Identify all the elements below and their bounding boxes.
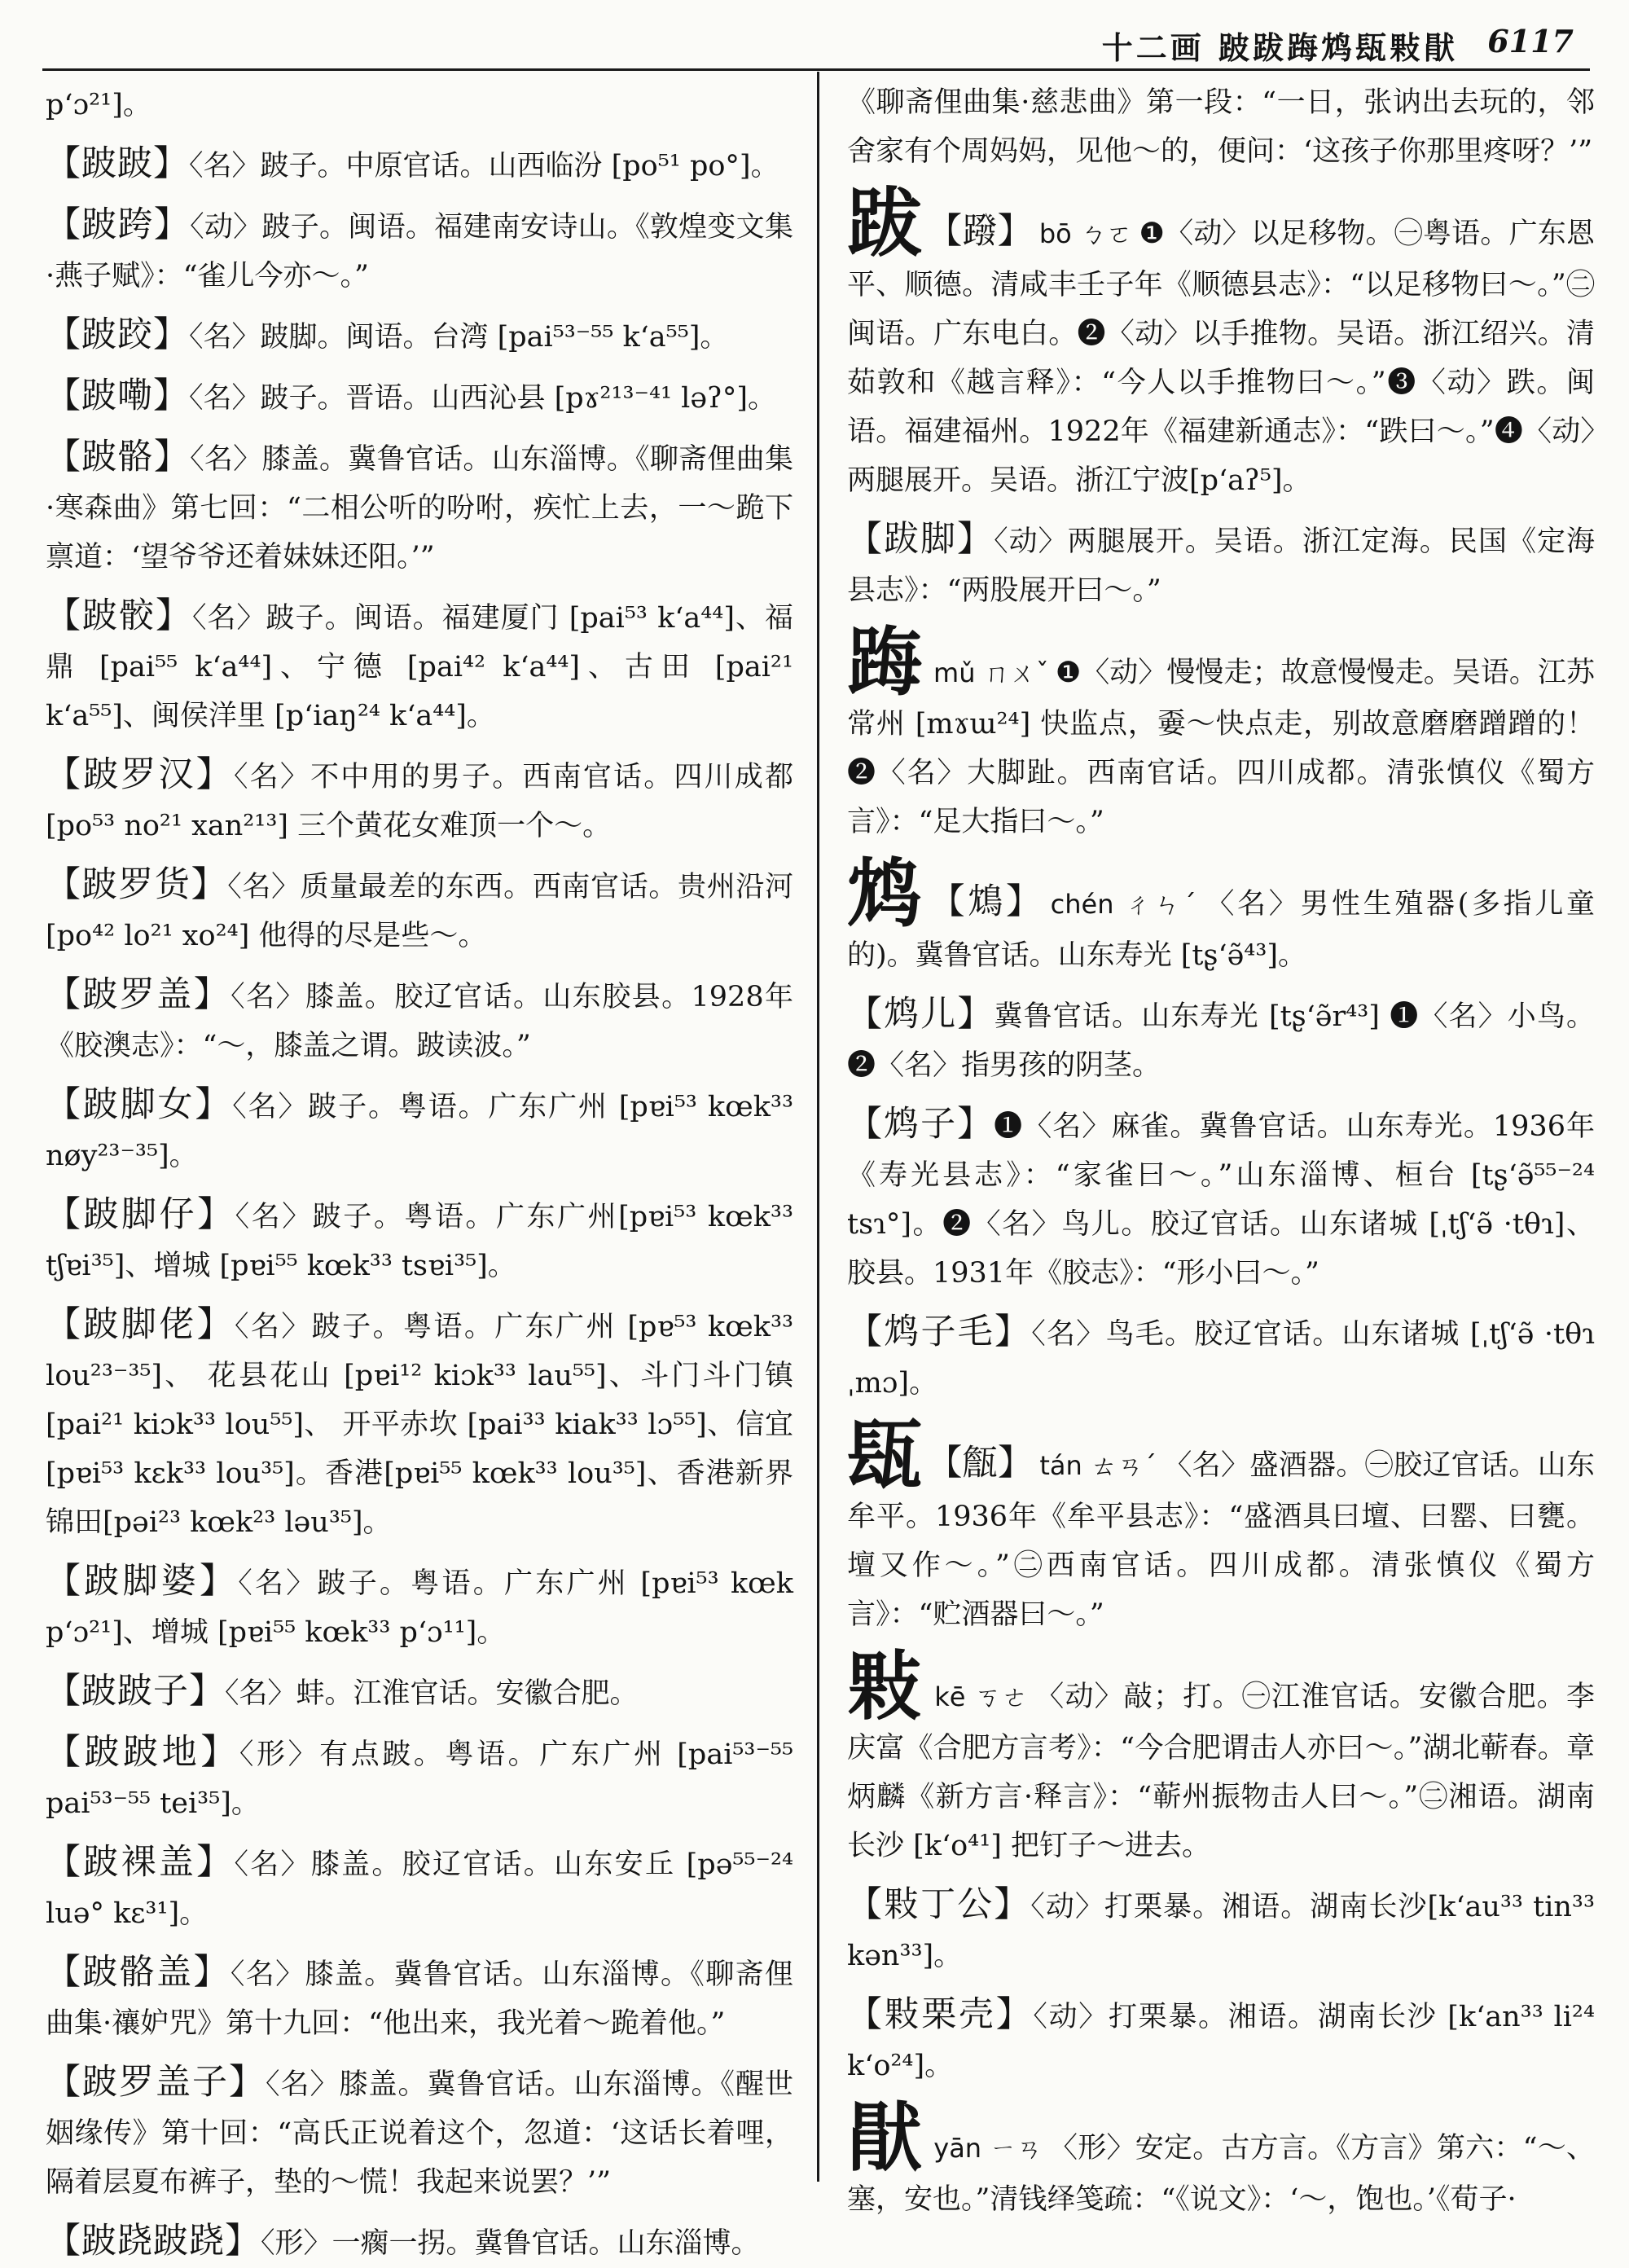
entry-headword: 【鸩儿】 <box>847 994 995 1035</box>
entry-headword: 【跛脚仔】 <box>46 1194 235 1235</box>
dictionary-entry <box>46 200 793 301</box>
character-entry <box>847 1642 1595 1870</box>
entry-headword: 【跛罗盖】 <box>46 974 231 1015</box>
right-column <box>847 78 1596 2216</box>
column-divider <box>817 72 819 2182</box>
entry-text: 〈名〉跛子。粤语。广东广州[pɐi⁵³ kœk³³ tʃɐi³⁵]、增城 [pɐi⁵⁵ kœk³³ tsɐi³⁵]。 <box>46 1201 793 1282</box>
page-number: 6117 <box>1487 23 1574 59</box>
character-entry <box>847 1411 1595 1639</box>
entry-character: 猒 <box>847 2094 923 2182</box>
entry-character: 跋 <box>847 179 923 267</box>
character-entry <box>847 618 1595 846</box>
dictionary-entry <box>46 78 793 130</box>
dictionary-entry <box>46 1948 793 2048</box>
entry-text: 〈名〉男性生殖器(多指儿童的)。冀鲁官话。山东寿光 [tʂ‘ə̃⁴³]。 <box>847 888 1595 972</box>
entry-headword: 【跛罗货】 <box>46 864 228 905</box>
entry-headword: 【跛罗汉】 <box>46 754 234 795</box>
entry-text: 〈名〉跛脚。闽语。台湾 [pai⁵³⁻⁵⁵ k‘a⁵⁵]。 <box>189 321 729 354</box>
entry-text: 《聊斋俚曲集·慈悲曲》第一段：“一日，张讷出去玩的，邻舍家有个周妈妈，见他～的，便问：‘这孩子你那里疼呀？’” <box>847 86 1595 168</box>
entry-character: 踇 <box>847 618 923 706</box>
entry-headword: 【跛跛】 <box>46 143 189 184</box>
header-title: 十二画 跛跋踇鸩瓺敤猒 <box>1101 29 1458 66</box>
dictionary-entry <box>46 1557 793 1657</box>
entry-text: 〈名〉跛子。晋语。山西沁县 [pɤ²¹³⁻⁴¹ ləʔ°]。 <box>189 382 777 415</box>
dictionary-entry <box>46 750 793 850</box>
entry-headword: 【跛跤】 <box>46 314 189 355</box>
entry-headword: 【跛裸盖】 <box>46 1842 235 1883</box>
entry-pinyin: kē ㄎㄜ <box>934 1681 1030 1712</box>
dictionary-entry <box>46 139 793 191</box>
entry-text: 〈名〉质量最差的东西。西南官话。贵州沿河 [po⁴² lo²¹ xo²⁴] 他得的尽是些～。 <box>46 871 793 952</box>
entry-character: 鸩 <box>847 850 925 938</box>
entry-text: 冀鲁官话。山东寿光 [tʂ‘ə̃r⁴³] ❶〈名〉小鸟。❷〈名〉指男孩的阴茎。 <box>847 1000 1595 1082</box>
entry-variant: 【蹳】 <box>927 211 1033 252</box>
dictionary-entry <box>847 1100 1595 1298</box>
entry-text: 〈名〉盛酒器。㊀胶辽官话。山东牟平。1936年《牟平县志》：“盛酒具曰壇、曰罂、曰甕。壇又作～。”㊁西南官话。四川成都。清张慎仪《蜀方言》：“贮酒器曰～。” <box>847 1449 1595 1631</box>
character-entry <box>847 850 1595 980</box>
entry-headword: 【跛脚婆】 <box>46 1561 239 1602</box>
entry-pinyin: tán ㄊㄢˊ <box>1039 1450 1157 1481</box>
entry-text: 〈名〉膝盖。胶辽官话。山东胶县。1928年《胶澳志》：“～，膝盖之谓。跛读波。” <box>46 981 794 1062</box>
entry-text: 〈名〉跛子。粤语。广东广州 [pɐ⁵³ kœk³³ lou²³⁻³⁵]、 花县花山 [pɐi¹² kiɔk³³ lau⁵⁵]、斗门斗门镇 [pai²¹ kiɔk³³ lou⁵⁵]、 开平赤坎 [pai³³ kiak³³ lɔ⁵⁵]、信宜 [pɐi⁵³ kɛk³³ lou³⁵]。香港[pɐi⁵⁵ kœk³³ lou³⁵]、香港新界锦田[pəi²³ kœk²³ ləu³⁵]。 <box>46 1311 794 1539</box>
entry-headword: 【跛跷跛跷】 <box>46 2221 261 2261</box>
left-column <box>46 78 794 2261</box>
entry-text: 〈形〉安定。古方言。《方言》第六：“～、塞，安也。”清钱绎笺疏：“《说文》：‘～，饱也。’《荀子· <box>847 2132 1595 2216</box>
dictionary-entry <box>46 371 793 423</box>
entry-character: 敤 <box>847 1642 924 1730</box>
entry-variant: 【鴆】 <box>929 881 1044 922</box>
entry-text: ❶〈名〉麻雀。冀鲁官话。山东寿光。1936年《寿光县志》：“家雀曰～。”山东淄博、桓台 [tʂ‘ə̃⁵⁵⁻²⁴ tsɿ°]。❷〈名〉鸟儿。胶辽官话。山东诸城 [ˌtʃ‘ə̃ ·tθɿ]、胶县。1931年《胶志》：“形小曰～。” <box>847 1110 1596 1290</box>
entry-headword: 【跛脚女】 <box>46 1084 233 1125</box>
entry-text: 〈动〉打栗暴。湘语。湖南长沙[k‘au³³ tin³³ kən³³]。 <box>847 1891 1595 1972</box>
entry-text: 〈名〉跛子。中原官话。山西临汾 [po⁵¹ po°]。 <box>189 150 779 182</box>
entry-text: 〈动〉两腿展开。吴语。浙江定海。民国《定海县志》：“两股展开曰～。” <box>847 525 1595 607</box>
entry-pinyin: bō ㄅㄛ <box>1038 218 1133 249</box>
dictionary-entry <box>46 1838 793 1938</box>
entry-text: 〈名〉膝盖。胶辽官话。山东安丘 [pə⁵⁵⁻²⁴ luə° kɛ³¹]。 <box>46 1848 794 1930</box>
entry-text: 〈动〉打栗暴。湘语。湖南长沙 [k‘an³³ li²⁴ k‘o²⁴]。 <box>847 2001 1595 2082</box>
dictionary-entry <box>847 1990 1595 2090</box>
entry-text: 〈名〉跛子。粤语。广东广州 [pɐi⁵³ kœk³³ nøy²³⁻³⁵]。 <box>46 1091 793 1172</box>
entry-text: 〈名〉膝盖。冀鲁官话。山东淄博。《聊斋俚曲集·禳妒咒》第十九回：“他出来，我光着～跪着他。” <box>46 1958 793 2040</box>
entry-headword: 【跛脚佬】 <box>46 1304 235 1345</box>
entry-headword: 【鸩子毛】 <box>847 1312 1032 1352</box>
entry-headword: 【跛嘞】 <box>46 376 189 416</box>
dictionary-entry <box>847 515 1595 615</box>
entry-continuation <box>847 78 1595 176</box>
entry-text: 〈名〉跛子。闽语。福建厦门 [pai⁵³ k‘a⁴⁴]、福鼎 [pai⁵⁵ k‘a⁴⁴]、宁德 [pai⁴² k‘a⁴⁴]、古田 [pai²¹ k‘a⁵⁵]、闽侯洋里 [p‘iaŋ²⁴ k‘a⁴⁴]。 <box>46 602 793 732</box>
entry-text: 〈形〉一瘸一拐。冀鲁官话。山东淄博。 <box>261 2227 760 2260</box>
dictionary-entry <box>46 1190 793 1290</box>
entry-headword: 【敤丁公】 <box>847 1884 1031 1925</box>
entry-text: 〈名〉鸟毛。胶辽官话。山东诸城 [ˌtʃ‘ə̃ ·tθɿ ˌmɔ]。 <box>847 1318 1596 1400</box>
entry-variant: 【甔】 <box>927 1443 1034 1483</box>
dictionary-entry <box>46 310 793 362</box>
entry-text: ❶〈动〉慢慢走；故意慢慢走。吴语。江苏常州 [mɤɯ²⁴] 快监点，嫑～快点走，别故意磨磨蹭蹭的！❷〈名〉大脚趾。西南官话。四川成都。清张慎仪《蜀方言》：“足大指曰～。” <box>847 657 1595 838</box>
entry-text: 〈动〉敲；打。㊀江淮官话。安徽合肥。李庆富《合肥方言考》：“今合肥谓击人亦曰～。”湖北蕲春。章炳麟《新方言·释言》：“蕲州振物击人曰～。”㊁湘语。湖南长沙 [k‘o⁴¹] 把钉子～进去。 <box>847 1681 1595 1862</box>
entry-headword: 【跛跨】 <box>46 204 191 245</box>
entry-headword: 【鸩子】 <box>847 1104 995 1145</box>
entry-character: 瓺 <box>847 1411 923 1499</box>
entry-text: 〈形〉有点跛。粤语。广东广州 [pai⁵³⁻⁵⁵ pai⁵³⁻⁵⁵ tei³⁵]。 <box>46 1738 793 1820</box>
dictionary-entry <box>46 1667 793 1718</box>
entry-text: 〈名〉蚌。江淮官话。安徽合肥。 <box>225 1677 639 1710</box>
entry-text: ❶〈动〉以足移物。㊀粤语。广东恩平、顺德。清咸丰壬子年《顺德县志》：“以足移物曰～。”㊁闽语。广东电白。❷〈动〉以手推物。吴语。浙江绍兴。清茹敦和《越言释》：“今人以手推物曰～。”❸〈动〉跌。闽语。福建福州。1922年《福建新通志》：“跌曰～。”❹〈动〉两腿展开。吴语。浙江宁波[p‘aʔ⁵]。 <box>847 218 1595 497</box>
entry-text: 〈名〉跛子。粤语。广东广州 [pɐi⁵³ kœk p‘ɔ²¹]、增城 [pɐi⁵⁵ kœk³³ p‘ɔ¹¹]。 <box>46 1567 793 1649</box>
header-rule <box>42 68 1590 71</box>
dictionary-entry <box>46 2217 793 2268</box>
entry-headword: 【跛骼盖】 <box>46 1952 231 1993</box>
entry-pinyin: mǔ ㄇㄨˇ <box>933 657 1049 688</box>
entry-headword: 【敤栗壳】 <box>847 1994 1034 2035</box>
page-header <box>0 0 1629 65</box>
entry-headword: 【跛跛地】 <box>46 1732 239 1773</box>
dictionary-entry <box>847 1880 1595 1980</box>
dictionary-entry <box>847 990 1595 1090</box>
entry-headword: 【跛骹】 <box>46 596 193 636</box>
entry-pinyin: chén ㄔㄣˊ <box>1050 889 1200 920</box>
entry-text: 〈动〉跛子。闽语。福建南安诗山。《敦煌变文集·燕子赋》：“雀儿今亦～。” <box>46 211 793 292</box>
character-entry <box>847 2094 1595 2224</box>
dictionary-entry <box>46 970 793 1070</box>
entry-headword: 【跛罗盖子】 <box>46 2062 266 2103</box>
dictionary-entry <box>46 2058 793 2207</box>
dictionary-entry <box>46 1728 793 1828</box>
dictionary-entry <box>46 433 793 582</box>
dictionary-entry <box>46 1300 793 1547</box>
entry-text: 〈名〉膝盖。冀鲁官话。山东淄博。《聊斋俚曲集·寒森曲》第七回：“二相公听的吩咐，疾忙上去，一～跪下禀道：‘望爷爷还着妹妹还阳。’” <box>46 443 793 574</box>
dictionary-entry <box>46 1080 793 1180</box>
entry-text: 〈名〉不中用的男子。西南官话。四川成都 [po⁵³ no²¹ xan²¹³] 三个黄花女难顶一个～。 <box>46 761 793 842</box>
dictionary-entry <box>46 860 793 960</box>
dictionary-entry <box>847 1308 1595 1408</box>
entry-headword: 【跋脚】 <box>847 519 995 560</box>
character-entry <box>847 179 1595 505</box>
entry-headword: 【跛跛子】 <box>46 1671 225 1712</box>
entry-text: p‘ɔ²¹]。 <box>46 89 151 121</box>
entry-pinyin: yān ㄧㄢ <box>933 2133 1043 2164</box>
entry-text: 〈名〉膝盖。冀鲁官话。山东淄博。《醒世姻缘传》第十回：“高氏正说着这个，忽道：‘这话长着哩，隔着层夏布裤子，垫的～慌！我起来说罢？’” <box>46 2068 793 2199</box>
entry-headword: 【跛骼】 <box>46 437 191 477</box>
dictionary-entry <box>46 591 793 741</box>
